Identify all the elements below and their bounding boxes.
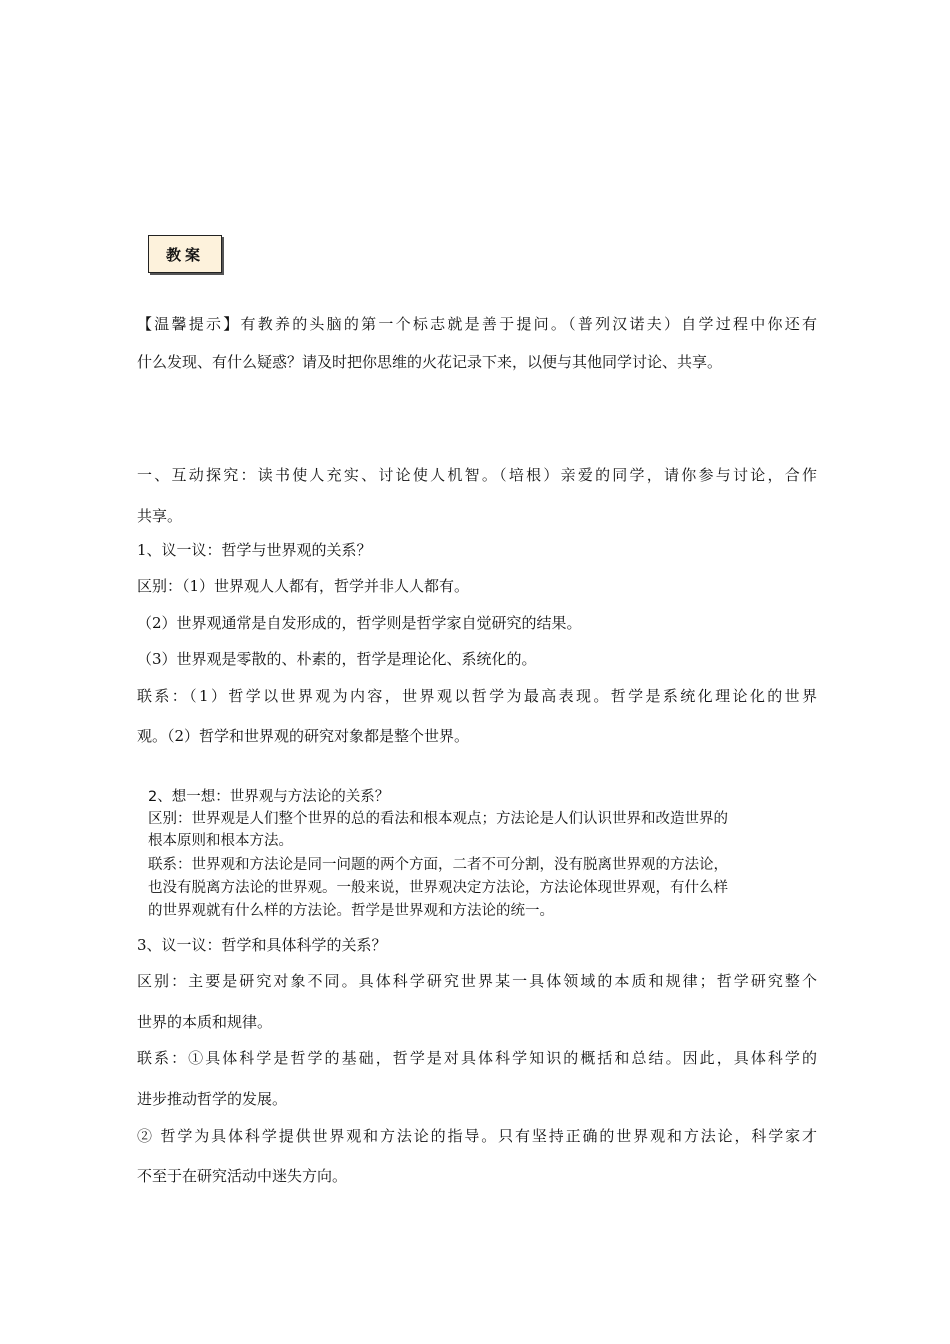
q3-link-4: 不至于在研究活动中迷失方向。 [137,1167,348,1185]
q1-diff-1: 区别：（1）世界观人人都有，哲学并非人人都有。 [137,577,470,595]
q1-diff-2: （2）世界观通常是自发形成的，哲学则是哲学家自觉研究的结果。 [137,614,582,632]
q3-link-3: ② 哲学为具体科学提供世界观和方法论的指导。只有坚持正确的世界观和方法论，科学家才 [137,1127,817,1145]
q2-diff-2: 根本原则和根本方法。 [148,833,293,849]
q2-link-2: 也没有脱离方法论的世界观。一般来说，世界观决定方法论，方法论体现世界观，有什么样 [148,880,728,896]
tip-line-1: 【温馨提示】有教养的头脑的第一个标志就是善于提问。（普列汉诺夫）自学过程中你还有 [137,315,817,333]
q3-diff-2: 世界的本质和规律。 [137,1013,273,1031]
q1-diff-3: （3）世界观是零散的、朴素的，哲学是理论化、系统化的。 [137,650,537,668]
q1-link-2: 观。（2）哲学和世界观的研究对象都是整个世界。 [137,727,470,745]
q3-link-2: 进步推动哲学的发展。 [137,1090,288,1108]
section1-line-2: 共享。 [137,507,183,525]
section1-line-1: 一、互动探究：读书使人充实、讨论使人机智。（培根）亲爱的同学，请你参与讨论，合作 [137,466,817,484]
q3-link-1: 联系：①具体科学是哲学的基础，哲学是对具体科学知识的概括和总结。因此，具体科学的 [137,1049,817,1067]
q2-diff-1: 区别：世界观是人们整个世界的总的看法和根本观点；方法论是人们认识世界和改造世界的 [148,811,728,827]
page-title: 教案 [165,245,204,264]
q2-link-1: 联系：世界观和方法论是同一问题的两个方面，二者不可分割，没有脱离世界观的方法论， [148,857,728,873]
q2-heading: 2、想一想：世界观与方法论的关系？ [148,789,390,805]
q3-diff-1: 区别：主要是研究对象不同。具体科学研究世界某一具体领域的本质和规律；哲学研究整个 [137,972,817,990]
q2-link-3: 的世界观就有什么样的方法论。哲学是世界观和方法论的统一。 [148,903,554,919]
q1-heading: 1、议一议：哲学与世界观的关系？ [137,541,372,559]
tip-line-2: 什么发现、有什么疑惑？请及时把你思维的火花记录下来，以便与其他同学讨论、共享。 [137,353,723,371]
title-box [148,235,222,273]
q1-link-1: 联系：（1）哲学以世界观为内容，世界观以哲学为最高表现。哲学是系统化理论化的世界 [137,687,817,705]
q3-heading: 3、议一议：哲学和具体科学的关系？ [137,936,387,954]
